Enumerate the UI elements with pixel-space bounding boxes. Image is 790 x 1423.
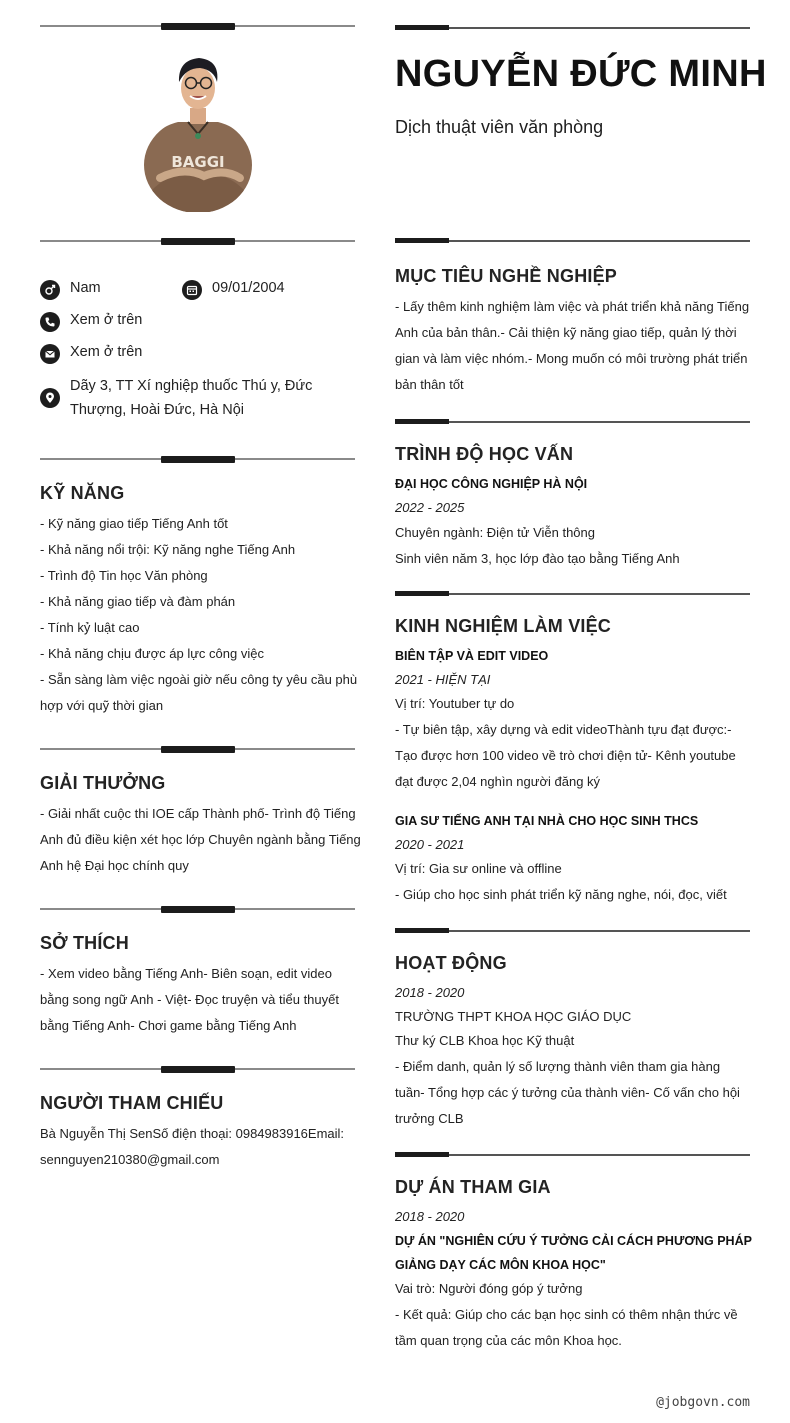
job-position: Vị trí: Gia sư online và offline xyxy=(395,861,562,876)
hobbies-title: SỞ THÍCH xyxy=(40,933,129,953)
objective-title: MỤC TIÊU NGHỀ NGHIỆP xyxy=(395,266,618,286)
awards-text: - Giải nhất cuộc thi IOE cấp Thành phố- Trình độ Tiếng Anh đủ điều kiện xét học lớp Chuyên ngành bằng Tiếng Anh hệ Đại học chính quy xyxy=(40,806,361,873)
divider xyxy=(395,591,750,597)
divider xyxy=(40,744,355,754)
phone-value: Xem ở trên xyxy=(70,312,143,328)
divider xyxy=(40,904,355,914)
gender-icon xyxy=(40,280,60,300)
list-item: - Khả năng chịu được áp lực công việc xyxy=(40,646,264,661)
divider xyxy=(395,25,750,31)
divider xyxy=(40,236,355,246)
education-note: Sinh viên năm 3, học lớp đào tạo bằng Tiếng Anh xyxy=(395,551,680,566)
divider xyxy=(395,419,750,425)
divider xyxy=(395,1152,750,1158)
job-period: 2021 - HIỆN TẠI xyxy=(395,672,491,687)
svg-text:BAGGI: BAGGI xyxy=(171,153,225,171)
list-item: - Trình độ Tin học Văn phòng xyxy=(40,568,208,583)
school-name: ĐẠI HỌC CÔNG NGHIỆP HÀ NỘI xyxy=(395,477,588,491)
list-item: - Kỹ năng giao tiếp Tiếng Anh tốt xyxy=(40,516,228,531)
divider xyxy=(40,1064,355,1074)
objective-text: - Lấy thêm kinh nghiệm làm việc và phát triển khả năng Tiếng Anh của bản thân.- Cải thiện kỹ năng giao tiếp, quản lý thời gian và làm việc nhóm.- Mong muốn có môi trường phát triển bản thân tốt xyxy=(395,299,750,392)
gender-row xyxy=(40,280,101,300)
list-item: hợp với quỹ thời gian xyxy=(40,698,164,713)
watermark: @jobgovn.com xyxy=(656,1395,750,1410)
activity-role: Thư ký CLB Khoa học Kỹ thuật xyxy=(395,1033,575,1048)
phone-icon xyxy=(40,312,60,332)
address-value: Dãy 3, TT Xí nghiệp thuốc Thú y, Đức Thượng, Hoài Đức, Hà Nội xyxy=(70,378,313,418)
list-item: - Sẵn sàng làm việc ngoài giờ nếu công ty yêu cầu phù xyxy=(40,672,358,687)
birthday-row xyxy=(182,280,285,300)
avatar xyxy=(144,50,252,212)
company-name: BIÊN TẬP VÀ EDIT VIDEO xyxy=(395,649,549,663)
activities-block: 2018 - 2020 TRƯỜNG THPT KHOA HỌC GIÁO DỤC Thư ký CLB Khoa học Kỹ thuật - Điểm danh, quản lý số lượng thành viên tham gia hàng tuần- Tổng hợp các ý tưởng của thành viên- Cố vấn cho hội trưởng CLB xyxy=(395,981,750,1132)
hobbies-text: - Xem video bằng Tiếng Anh- Biên soạn, edit video bằng song ngữ Anh - Việt- Đọc truyện và tiểu thuyết bằng Tiếng Anh- Chơi game bằng Tiếng Anh xyxy=(40,966,339,1033)
list-item: - Tính kỷ luật cao xyxy=(40,620,140,635)
experience-job-2: GIA SƯ TIẾNG ANH TẠI NHÀ CHO HỌC SINH THCS 2020 - 2021 Vị trí: Gia sư online và offline - Giúp cho học sinh phát triển kỹ năng nghe, nói, đọc, viết xyxy=(395,809,750,908)
references-title: NGƯỜI THAM CHIẾU xyxy=(40,1093,224,1113)
address-row xyxy=(40,376,312,422)
project-name: GIẢNG DẠY CÁC MÔN KHOA HỌC" xyxy=(395,1258,606,1272)
education-block xyxy=(395,472,750,572)
job-period: 2020 - 2021 xyxy=(395,837,465,852)
location-pin-icon xyxy=(40,388,60,408)
divider xyxy=(40,454,355,464)
candidate-name: NGUYỄN ĐỨC MINH xyxy=(395,53,767,95)
job-title: Dịch thuật viên văn phòng xyxy=(395,117,604,137)
list-item: - Khả năng nổi trội: Kỹ năng nghe Tiếng Anh xyxy=(40,542,296,557)
project-role: Vai trò: Người đóng góp ý tưởng xyxy=(395,1281,583,1296)
email-value: Xem ở trên xyxy=(70,344,143,360)
awards-title: GIẢI THƯỞNG xyxy=(40,773,166,793)
education-period: 2022 - 2025 xyxy=(395,500,465,515)
education-major: Chuyên ngành: Điện tử Viễn thông xyxy=(395,525,595,540)
divider xyxy=(40,21,355,31)
projects-block: 2018 - 2020 DỰ ÁN "NGHIÊN CỨU Ý TƯỞNG CẢI CÁCH PHƯƠNG PHÁP GIẢNG DẠY CÁC MÔN KHOA HỌC" Vai trò: Người đóng góp ý tưởng - Kết quả: Giúp cho các bạn học sinh có thêm nhận thức về tầm quan trọng của các môn Khoa học. xyxy=(395,1205,750,1354)
list-item: - Khả năng giao tiếp và đàm phán xyxy=(40,594,236,609)
divider xyxy=(395,238,750,244)
project-name: DỰ ÁN "NGHIÊN CỨU Ý TƯỞNG CẢI CÁCH PHƯƠNG PHÁP xyxy=(395,1234,752,1248)
calendar-icon xyxy=(182,280,202,300)
skills-list xyxy=(40,511,358,719)
avatar-photo xyxy=(144,50,252,212)
experience-title: KINH NGHIỆM LÀM VIỆC xyxy=(395,616,612,636)
activity-org: TRƯỜNG THPT KHOA HỌC GIÁO DỤC xyxy=(395,1009,632,1024)
job-position: Vị trí: Youtuber tự do xyxy=(395,696,515,711)
project-period: 2018 - 2020 xyxy=(395,1209,465,1224)
activity-period: 2018 - 2020 xyxy=(395,985,465,1000)
experience-job-1: BIÊN TẬP VÀ EDIT VIDEO 2021 - HIỆN TẠI Vị trí: Youtuber tự do - Tự biên tập, xây dựng và edit videoThành tựu đạt được:- Tạo được hơn 100 video về trò chơi điện tử- Kênh youtube đạt được 2,04 nghìn người đăng ký xyxy=(395,644,750,795)
projects-title: DỰ ÁN THAM GIA xyxy=(395,1177,551,1197)
skills-title: KỸ NĂNG xyxy=(40,483,125,503)
references-text: Bà Nguyễn Thị SenSố điện thoại: 0984983916Email: sennguyen210380@gmail.com xyxy=(40,1126,345,1167)
divider xyxy=(395,928,750,934)
activities-title: HOẠT ĐỘNG xyxy=(395,953,507,973)
gender-value: Nam xyxy=(70,280,101,296)
birthday-value: 09/01/2004 xyxy=(212,280,285,296)
company-name: GIA SƯ TIẾNG ANH TẠI NHÀ CHO HỌC SINH THCS xyxy=(395,814,699,828)
email-row xyxy=(40,344,142,364)
mail-icon xyxy=(40,344,60,364)
phone-row xyxy=(40,312,142,332)
education-title: TRÌNH ĐỘ HỌC VẤN xyxy=(395,444,574,464)
